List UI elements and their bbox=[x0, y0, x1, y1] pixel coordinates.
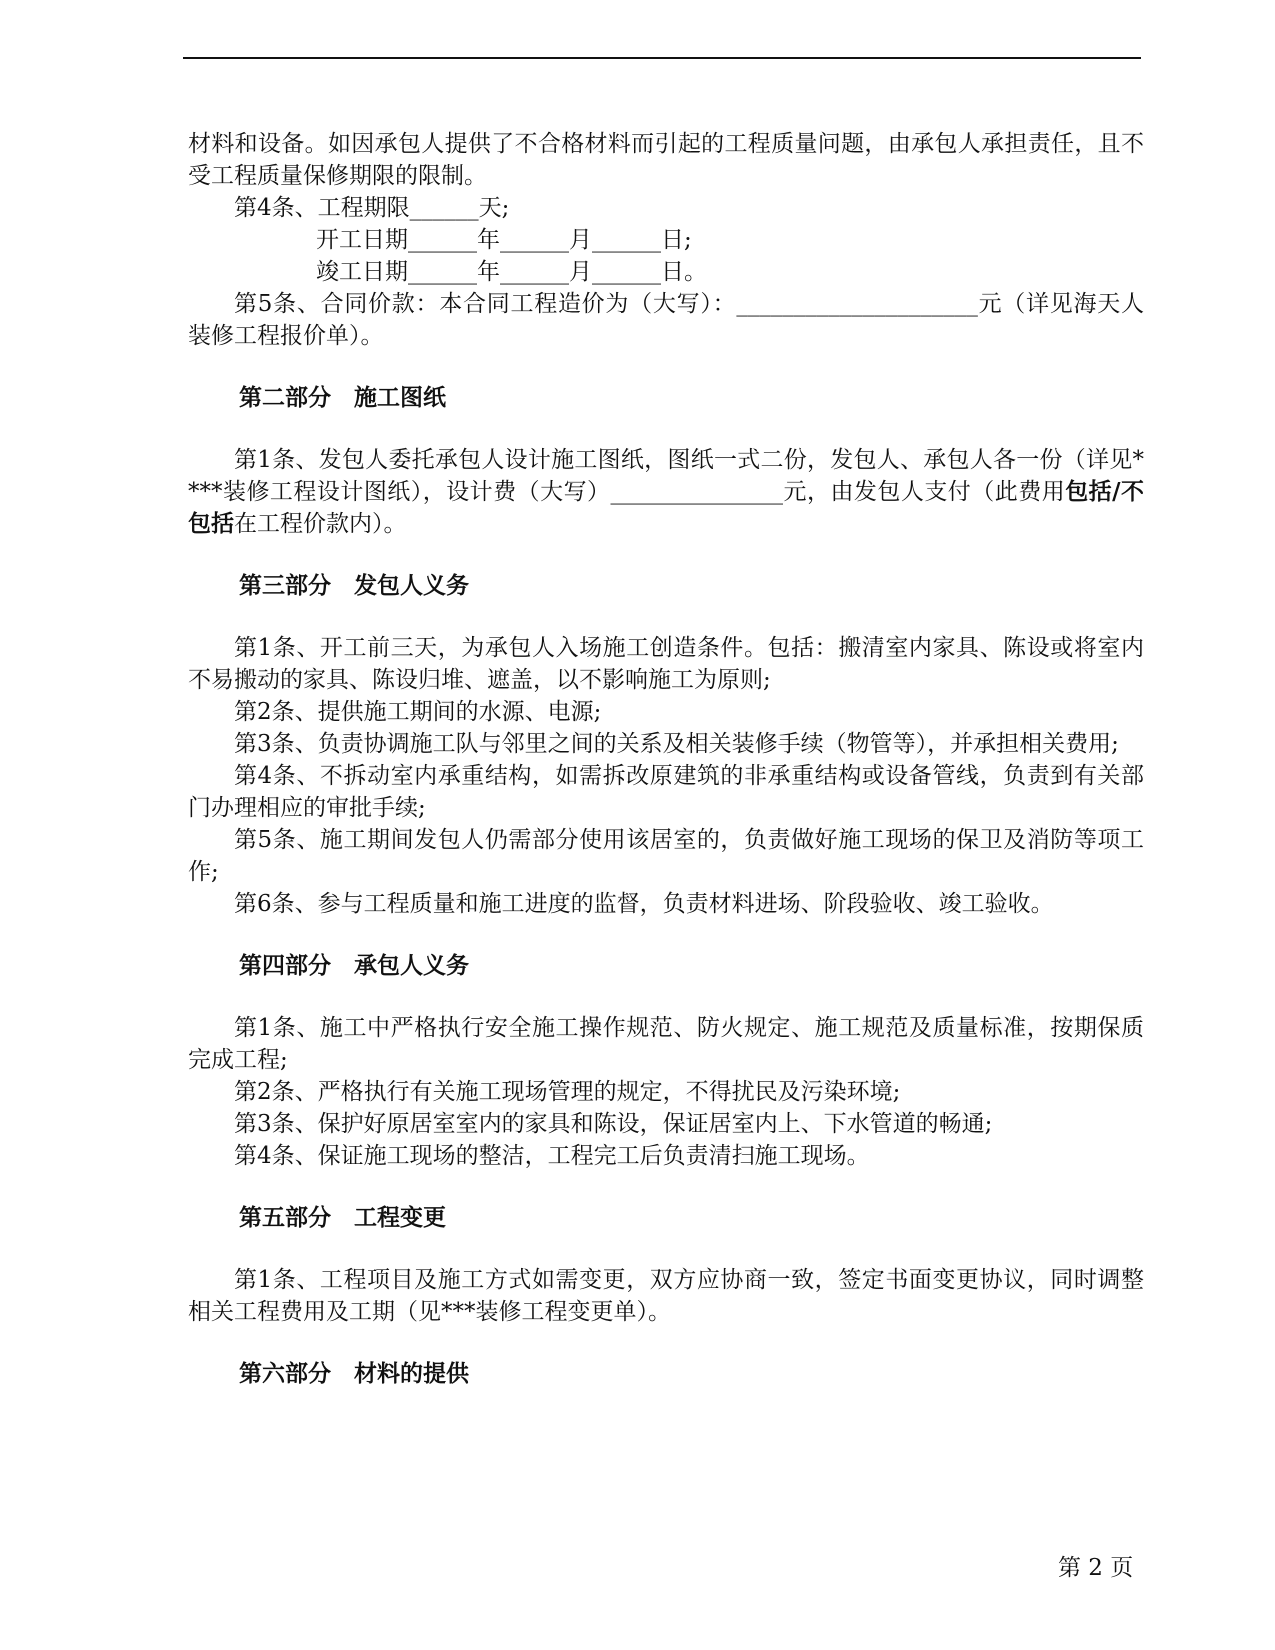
section-title-part2: 第二部分 施工图纸 bbox=[239, 384, 446, 411]
part3-article-6: 第6条、参与工程质量和施工进度的监督，负责材料进场、阶段验收、竣工验收。 bbox=[234, 891, 1054, 917]
part3-article-1: 第1条、开工前三天，为承包人入场施工创造条件。包括：搬清室内家具、陈设或将室内不易搬动的家具、陈设归堆、遮盖，以不影响施工为原则; bbox=[188, 635, 1144, 693]
part4-article-1: 第1条、施工中严格执行安全施工操作规范、防火规定、施工规范及质量标准，按期保质完成工程; bbox=[188, 1015, 1144, 1073]
document-body bbox=[188, 128, 1144, 1420]
part4-article-2: 第2条、严格执行有关施工现场管理的规定，不得扰民及污染环境; bbox=[234, 1079, 901, 1105]
continuation-paragraph: 材料和设备。如因承包人提供了不合格材料而引起的工程质量问题，由承包人承担责任，且不受工程质量保修期限的限制。 bbox=[188, 131, 1144, 189]
page-number: 第 2 页 bbox=[1058, 1555, 1134, 1581]
part2-article-1-bold: 包括/不包括 bbox=[188, 478, 1145, 537]
start-date-line: 开工日期______年______月______日; bbox=[316, 227, 692, 253]
section-title-part6: 第六部分 材料的提供 bbox=[239, 1360, 469, 1387]
part2-article-1-text-a: 第1条、发包人委托承包人设计施工图纸，图纸一式二份，发包人、承包人各一份（详见****装修工程设计图纸），设计费（大写）_______________元，由发包人支付（此费用 bbox=[188, 447, 1144, 505]
section-title-part5: 第五部分 工程变更 bbox=[239, 1204, 446, 1231]
part2-article-1-text-b: 在工程价款内）。 bbox=[234, 511, 407, 537]
part3-article-4: 第4条、不拆动室内承重结构，如需拆改原建筑的非承重结构或设备管线，负责到有关部门办理相应的审批手续; bbox=[188, 763, 1144, 821]
part4-article-4: 第4条、保证施工现场的整洁，工程完工后负责清扫施工现场。 bbox=[234, 1143, 870, 1169]
article-4-duration: 第4条、工程期限______天; bbox=[234, 195, 510, 221]
part4-article-3: 第3条、保护好原居室室内的家具和陈设，保证居室内上、下水管道的畅通; bbox=[234, 1111, 993, 1137]
part3-article-2: 第2条、提供施工期间的水源、电源; bbox=[234, 699, 602, 725]
part5-article-1: 第1条、工程项目及施工方式如需变更，双方应协商一致，签定书面变更协议，同时调整相关工程费用及工期（见***装修工程变更单）。 bbox=[188, 1267, 1144, 1325]
part3-article-5: 第5条、施工期间发包人仍需部分使用该居室的，负责做好施工现场的保卫及消防等项工作; bbox=[188, 827, 1144, 885]
section-title-part3: 第三部分 发包人义务 bbox=[239, 572, 469, 599]
section-title-part4: 第四部分 承包人义务 bbox=[239, 952, 469, 979]
end-date-line: 竣工日期______年______月______日。 bbox=[316, 259, 707, 285]
header-rule bbox=[183, 57, 1141, 59]
part2-article-1 bbox=[188, 444, 1144, 540]
article-5-price: 第5条、合同价款：本合同工程造价为（大写）：_____________________元（详见海天人装修工程报价单）。 bbox=[188, 291, 1144, 349]
part3-article-3: 第3条、负责协调施工队与邻里之间的关系及相关装修手续（物管等），并承担相关费用; bbox=[234, 731, 1119, 757]
